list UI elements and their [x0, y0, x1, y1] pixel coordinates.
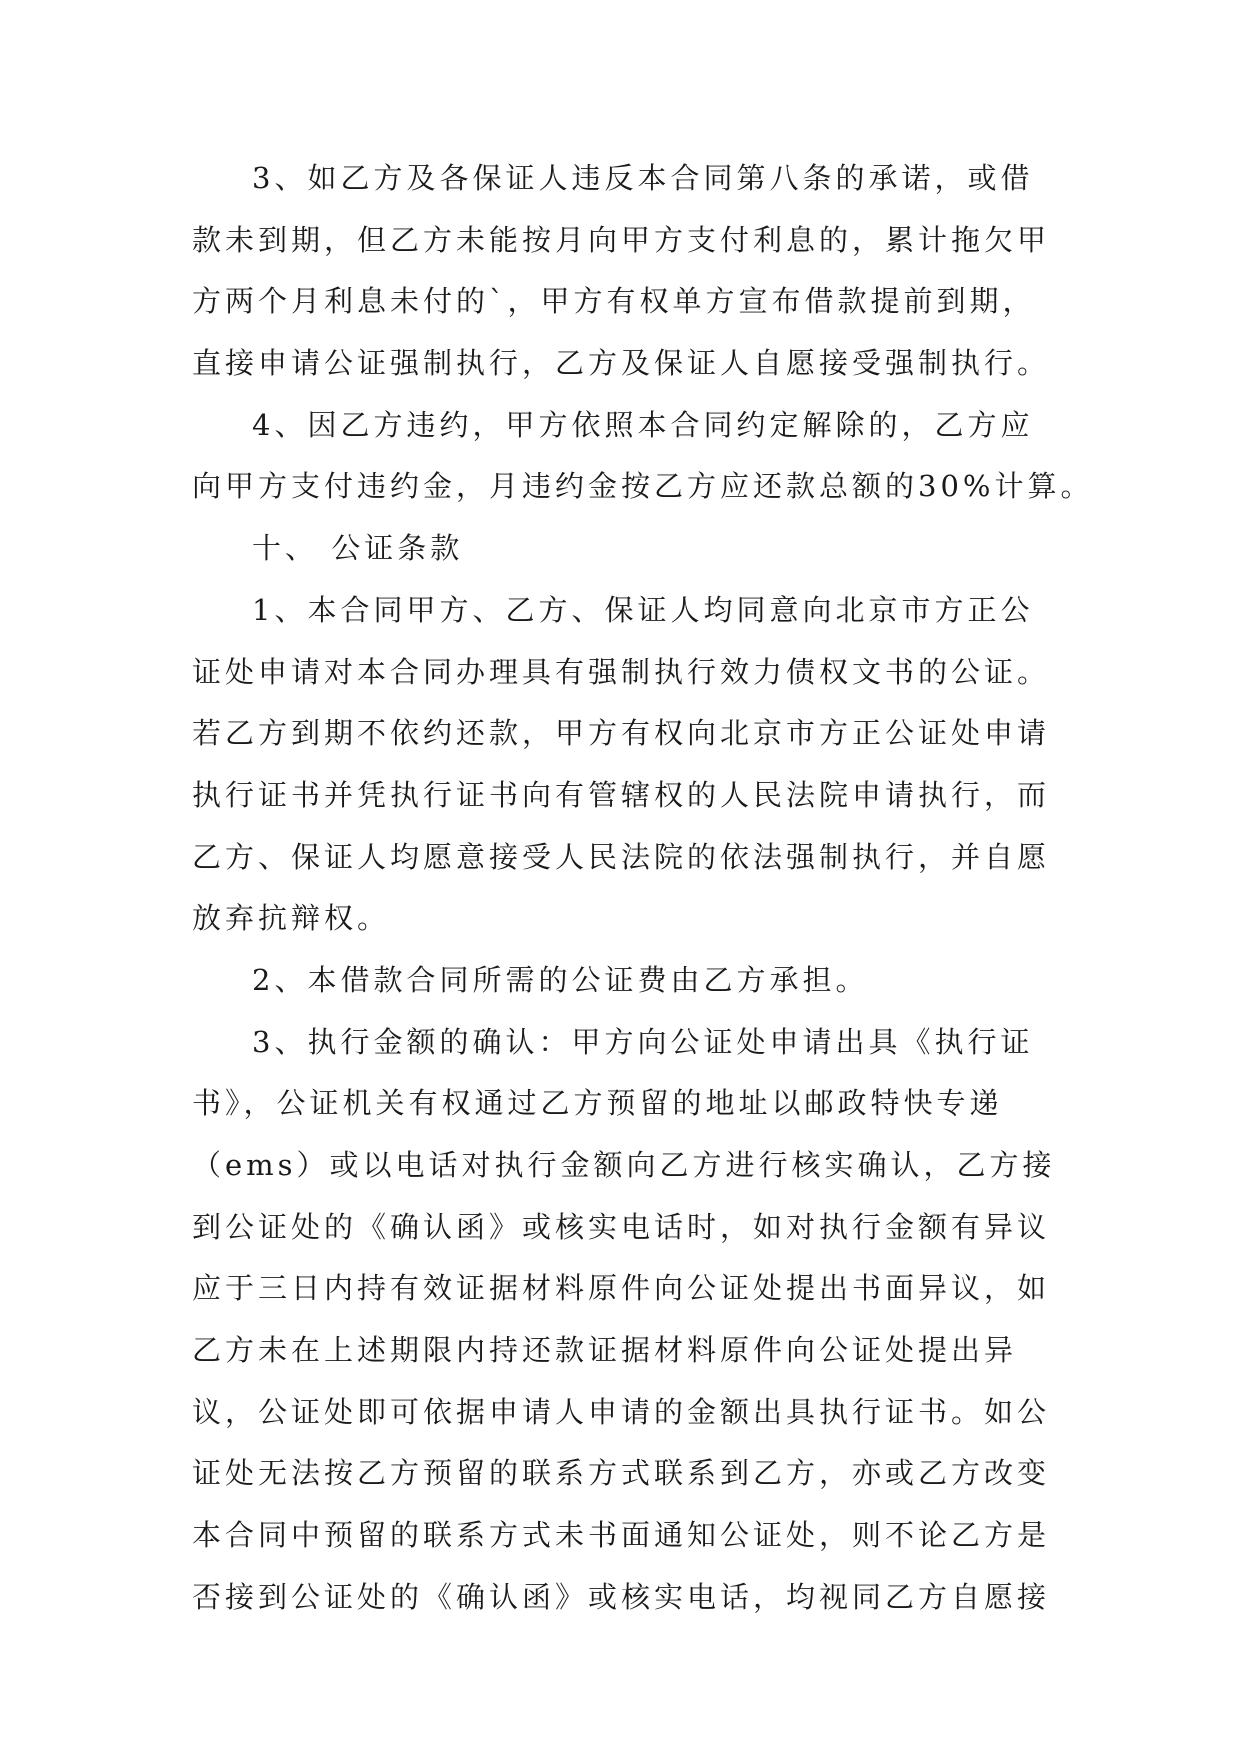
- paragraph-line: 到公证处的《确认函》或核实电话时，如对执行金额有异议: [192, 1209, 1051, 1244]
- paragraph-line: 款未到期，但乙方未能按月向甲方支付利息的，累计拖欠甲: [192, 222, 1051, 257]
- paragraph-line: （ems）或以电话对执行金额向乙方进行核实确认，乙方接: [192, 1148, 1056, 1182]
- paragraph-line: 否接到公证处的《确认函》或核实电话，均视同乙方自愿接: [192, 1579, 1051, 1614]
- paragraph-line: 向甲方支付违约金，月违约金按乙方应还款总额的30%计算。: [192, 469, 1094, 504]
- section-heading: 十、 公证条款: [252, 531, 464, 566]
- paragraph-line: 3、执行金额的确认：甲方向公证处申请出具《执行证: [252, 1024, 1034, 1059]
- paragraph-line: 执行证书并凭执行证书向有管辖权的人民法院申请执行，而: [192, 777, 1051, 812]
- document-body: [192, 161, 1094, 1642]
- paragraph-line: 证处申请对本合同办理具有强制执行效力债权文书的公证。: [192, 654, 1051, 689]
- paragraph-line: 2、本借款合同所需的公证费由乙方承担。: [252, 962, 869, 997]
- paragraph-line: 放弃抗辩权。: [192, 901, 391, 936]
- paragraph-line: 1、本合同甲方、乙方、保证人均同意向北京市方正公: [252, 592, 1034, 627]
- paragraph-line: 3、如乙方及各保证人违反本合同第八条的承诺，或借: [252, 161, 1034, 195]
- paragraph-line: 乙方、保证人均愿意接受人民法院的依法强制执行，并自愿: [192, 839, 1051, 874]
- paragraph-line: 应于三日内持有效证据材料原件向公证处提出书面异议，如: [192, 1271, 1051, 1306]
- paragraph-line: 方两个月利息未付的`，甲方有权单方宣布借款提前到期，: [192, 284, 1036, 319]
- paragraph-line: 证处无法按乙方预留的联系方式联系到乙方，亦或乙方改变: [192, 1456, 1051, 1491]
- paragraph-line: 若乙方到期不依约还款，甲方有权向北京市方正公证处申请: [192, 716, 1051, 751]
- paragraph-line: 本合同中预留的联系方式未书面通知公证处，则不论乙方是: [192, 1518, 1051, 1553]
- paragraph-line: 4、因乙方违约，甲方依照本合同约定解除的，乙方应: [252, 407, 1034, 442]
- paragraph-line: 议，公证处即可依据申请人申请的金额出具执行证书。如公: [192, 1394, 1051, 1429]
- paragraph-line: 乙方未在上述期限内持还款证据材料原件向公证处提出异: [192, 1333, 1018, 1368]
- paragraph-line: 直接申请公证强制执行，乙方及保证人自愿接受强制执行。: [192, 346, 1051, 381]
- paragraph-line: 书》，公证机关有权通过乙方预留的地址以邮政特快专递: [192, 1086, 1003, 1121]
